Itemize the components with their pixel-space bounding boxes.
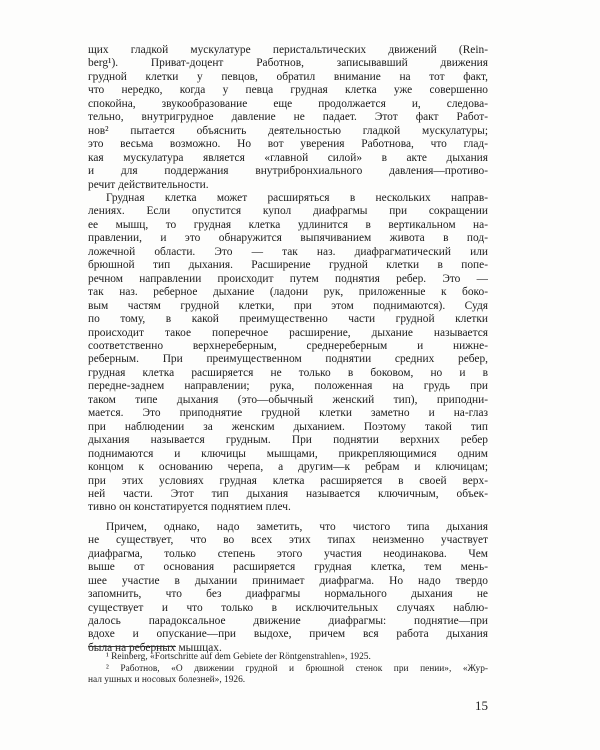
text-line: грудная клетка расширяется не только в боковом, но и в xyxy=(88,366,488,379)
text-line: грудной клетки у певцов, обратил внимание на тот факт, xyxy=(88,70,488,83)
text-line: соответственно верхнереберным, среднереберным и нижне- xyxy=(88,339,488,352)
text-line: речном направлении происходит путем поднятия ребер. Это — xyxy=(88,272,488,285)
text-line: дыхания называется грудным. При поднятии верхних ребер xyxy=(88,434,488,447)
text-line: мается. Это приподнятие грудной клетки заметно и на-глаз xyxy=(88,407,488,420)
text-line: Причем, однако, надо заметить, что чистого типа дыхания xyxy=(106,520,488,533)
text-line: berg¹). Приват-доцент Работнов, записывавший движения xyxy=(88,57,488,70)
text-line: речит действительности. xyxy=(88,178,209,191)
text-line: реберным. При преимущественном поднятии средних ребер, xyxy=(88,353,488,366)
text-line: шее участие в дыхании принимает диафрагма. Но надо твердо xyxy=(88,574,488,587)
text-line: и для поддержания внутрибронхиального давления—противо- xyxy=(88,165,488,178)
text-line: запомнить, что без диафрагмы нормального дыхания не xyxy=(88,588,488,601)
text-line: происходит такое поперечное расширение, дыхание называется xyxy=(88,326,488,339)
text-line: передне-заднем направлении; рука, положенная на грудь при xyxy=(88,380,488,393)
text-line: при этих условиях грудная клетка расширяется в своей верх- xyxy=(88,474,488,487)
paragraph-1 xyxy=(88,44,488,192)
text-line: поднимаются и ключицы мышцами, прикрепляющимися одним xyxy=(88,447,488,460)
text-line: щих гладкой мускулатуре перистальтических движений (Rein- xyxy=(88,44,488,56)
text-line: лениях. Если опустится купол диафрагмы при сокращении xyxy=(88,205,488,218)
body-text xyxy=(88,44,488,655)
text-line: тивно он констатируется поднятием плеч. xyxy=(88,501,291,514)
text-line: правлении, и это обнаружится выпячиванием живота в под- xyxy=(88,232,488,245)
text-line: Грудная клетка может расширяться в нескольких направ- xyxy=(106,191,488,204)
text-line: это весьма возможно. Но вот уверения Работнова, что глад- xyxy=(88,138,488,151)
text-line: кая мускулатура является «главной силой» в акте дыхания xyxy=(88,151,488,164)
footnote-separator xyxy=(88,646,176,647)
footnote-line: нал ушных и носовых болезней», 1926. xyxy=(88,675,246,686)
text-line: далось парадоксальное движение диафрагмы: поднятие—при xyxy=(88,615,488,628)
page-number: 15 xyxy=(475,698,488,713)
text-line: выше от основания расширяется грудная клетка, тем мень- xyxy=(88,561,488,574)
text-line: спокойна, звукообразование еще продолжается и, следова- xyxy=(88,97,488,110)
text-line: вым частям грудной клетки, при этом поднимаются). Судя xyxy=(88,299,488,312)
text-line: вдохе и опускание—при выдохе, причем вся работа дыхания xyxy=(88,628,488,641)
text-line: диафрагма, только степень этого участия неодинакова. Чем xyxy=(88,547,488,560)
paragraph-2 xyxy=(88,192,488,515)
text-line: так наз. реберное дыхание (ладони рук, приложенные к боко- xyxy=(88,286,488,299)
footnotes xyxy=(88,652,488,687)
text-line: существует и что только в исключительных случаях наблю- xyxy=(88,601,488,614)
text-line: брюшной тип дыхания. Расширение грудной клетки в попе- xyxy=(88,259,488,272)
paragraph-3 xyxy=(88,521,488,656)
text-line: ней части. Этот тип дыхания называется ключичным, объек- xyxy=(88,487,488,500)
text-line: при наблюдении за женским дыханием. Поэтому такой тип xyxy=(88,420,488,433)
footnote-line: ² Работнов, «О движении грудной и брюшной стенок при пении», «Жур- xyxy=(106,663,488,674)
footnote-line: ¹ Reinberg, «Fortschritte auf dem Gebiete der Röntgenstrahlen», 1925. xyxy=(106,652,371,662)
text-line: тельно, внутригрудное давление не падает. Этот факт Работ- xyxy=(88,111,488,124)
text-line: ее мышц, то грудная клетка удлинится в вертикальном на- xyxy=(88,218,488,231)
text-line: концом к основанию черепа, а другим—к ребрам и ключицам; xyxy=(88,461,488,474)
text-line: не существует, что во всех этих типах неизменно участвует xyxy=(88,534,488,547)
text-line: таком типе дыхания (это—обычный женский тип), приподни- xyxy=(88,393,488,406)
text-line: нов² пытается объяснить деятельностью гладкой мускулатуры; xyxy=(88,124,488,137)
text-line: была на реберных мышцах. xyxy=(88,641,222,654)
text-line: что нередко, когда у певца грудная клетка уже совершенно xyxy=(88,84,488,97)
text-line: ложечной области. Это — так наз. диафрагматический или xyxy=(88,245,488,258)
text-line: по тому, в какой преимущественно части грудной клетки xyxy=(88,313,488,326)
